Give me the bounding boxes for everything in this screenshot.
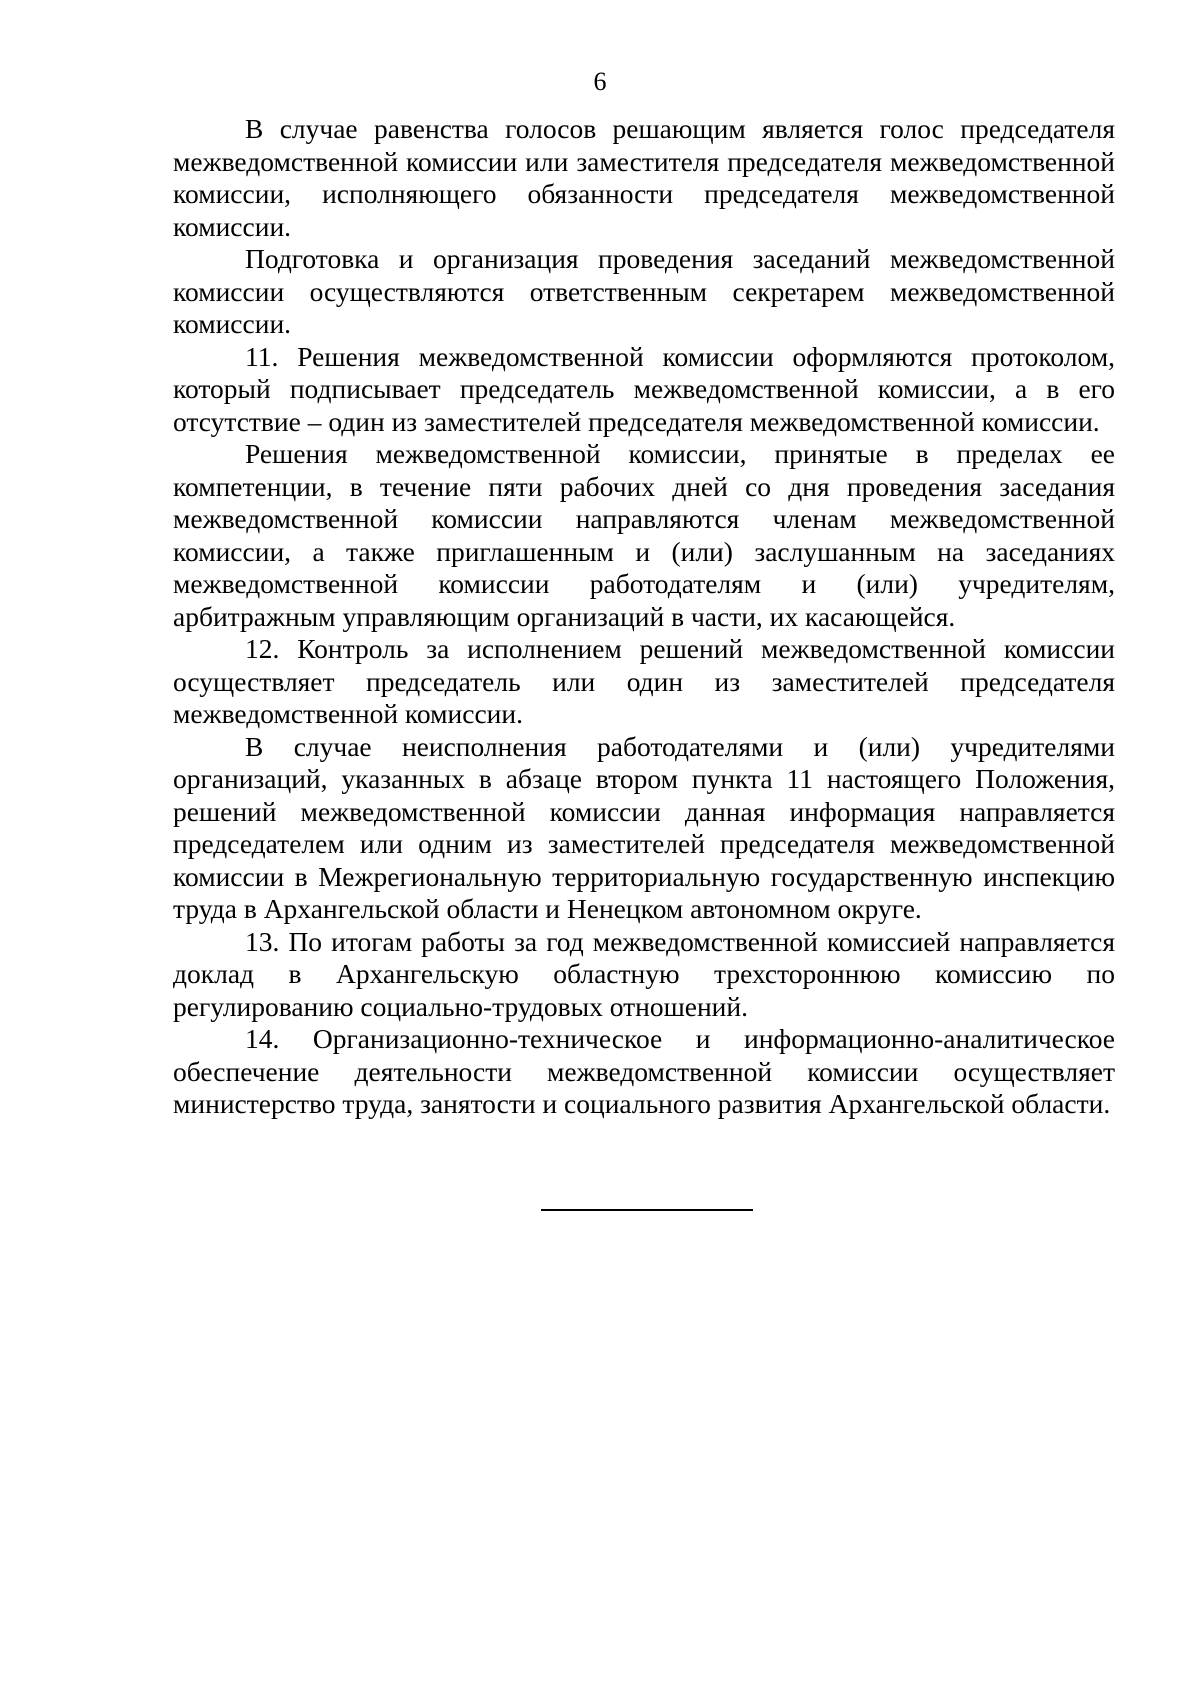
document-body xyxy=(173,113,1115,1121)
paragraph-item-14: 14. Организационно-техническое и информационно-аналитическое обеспечение деятельности межведомственной комиссии осуществляет министерство труда, занятости и социального развития Архангельской области. xyxy=(173,1023,1115,1119)
paragraph-decisions-distribution: Решения межведомственной комиссии, принятые в пределах ее компетенции, в течение пяти рабочих дней со дня проведения заседания межведомственной комиссии направляются членам межведомственной комиссии, а также приглашенным и (или) заслушанным на заседаниях межведомственной комиссии работодателям и (или) учредителям, арбитражным управляющим организаций в части, их касающейся. xyxy=(173,438,1115,632)
page-number: 6 xyxy=(593,67,607,96)
paragraph-non-compliance: В случае неисполнения работодателями и (или) учредителями организаций, указанных в абзаце втором пункта 11 настоящего Положения, решений межведомственной комиссии данная информация направляется председателем или одним из заместителей председателя межведомственной комиссии в Межрегиональную территориальную государственную инспекцию труда в Архангельской области и Ненецком автономном округе. xyxy=(173,730,1115,924)
paragraph-item-13: 13. По итогам работы за год межведомственной комиссией направляется доклад в Архангельскую областную трехстороннюю комиссию по регулированию социально-трудовых отношений. xyxy=(173,925,1115,1022)
paragraph-meeting-preparation: Подготовка и организация проведения заседаний межведомственной комиссии осуществляются ответственным секретарем межведомственной комиссии. xyxy=(173,243,1115,339)
paragraph-tie-vote: В случае равенства голосов решающим является голос председателя межведомственной комиссии или заместителя председателя межведомственной комиссии, исполняющего обязанности председателя межведомственной комиссии. xyxy=(173,113,1115,242)
paragraph-item-11: 11. Решения межведомственной комиссии оформляются протоколом, который подписывает председатель межведомственной комиссии, а в его отсутствие – один из заместителей председателя межведомственной комиссии. xyxy=(173,340,1115,437)
end-of-document-rule xyxy=(541,1209,753,1211)
paragraph-item-12: 12. Контроль за исполнением решений межведомственной комиссии осуществляет председатель или один из заместителей председателя межведомственной комиссии. xyxy=(173,633,1115,729)
